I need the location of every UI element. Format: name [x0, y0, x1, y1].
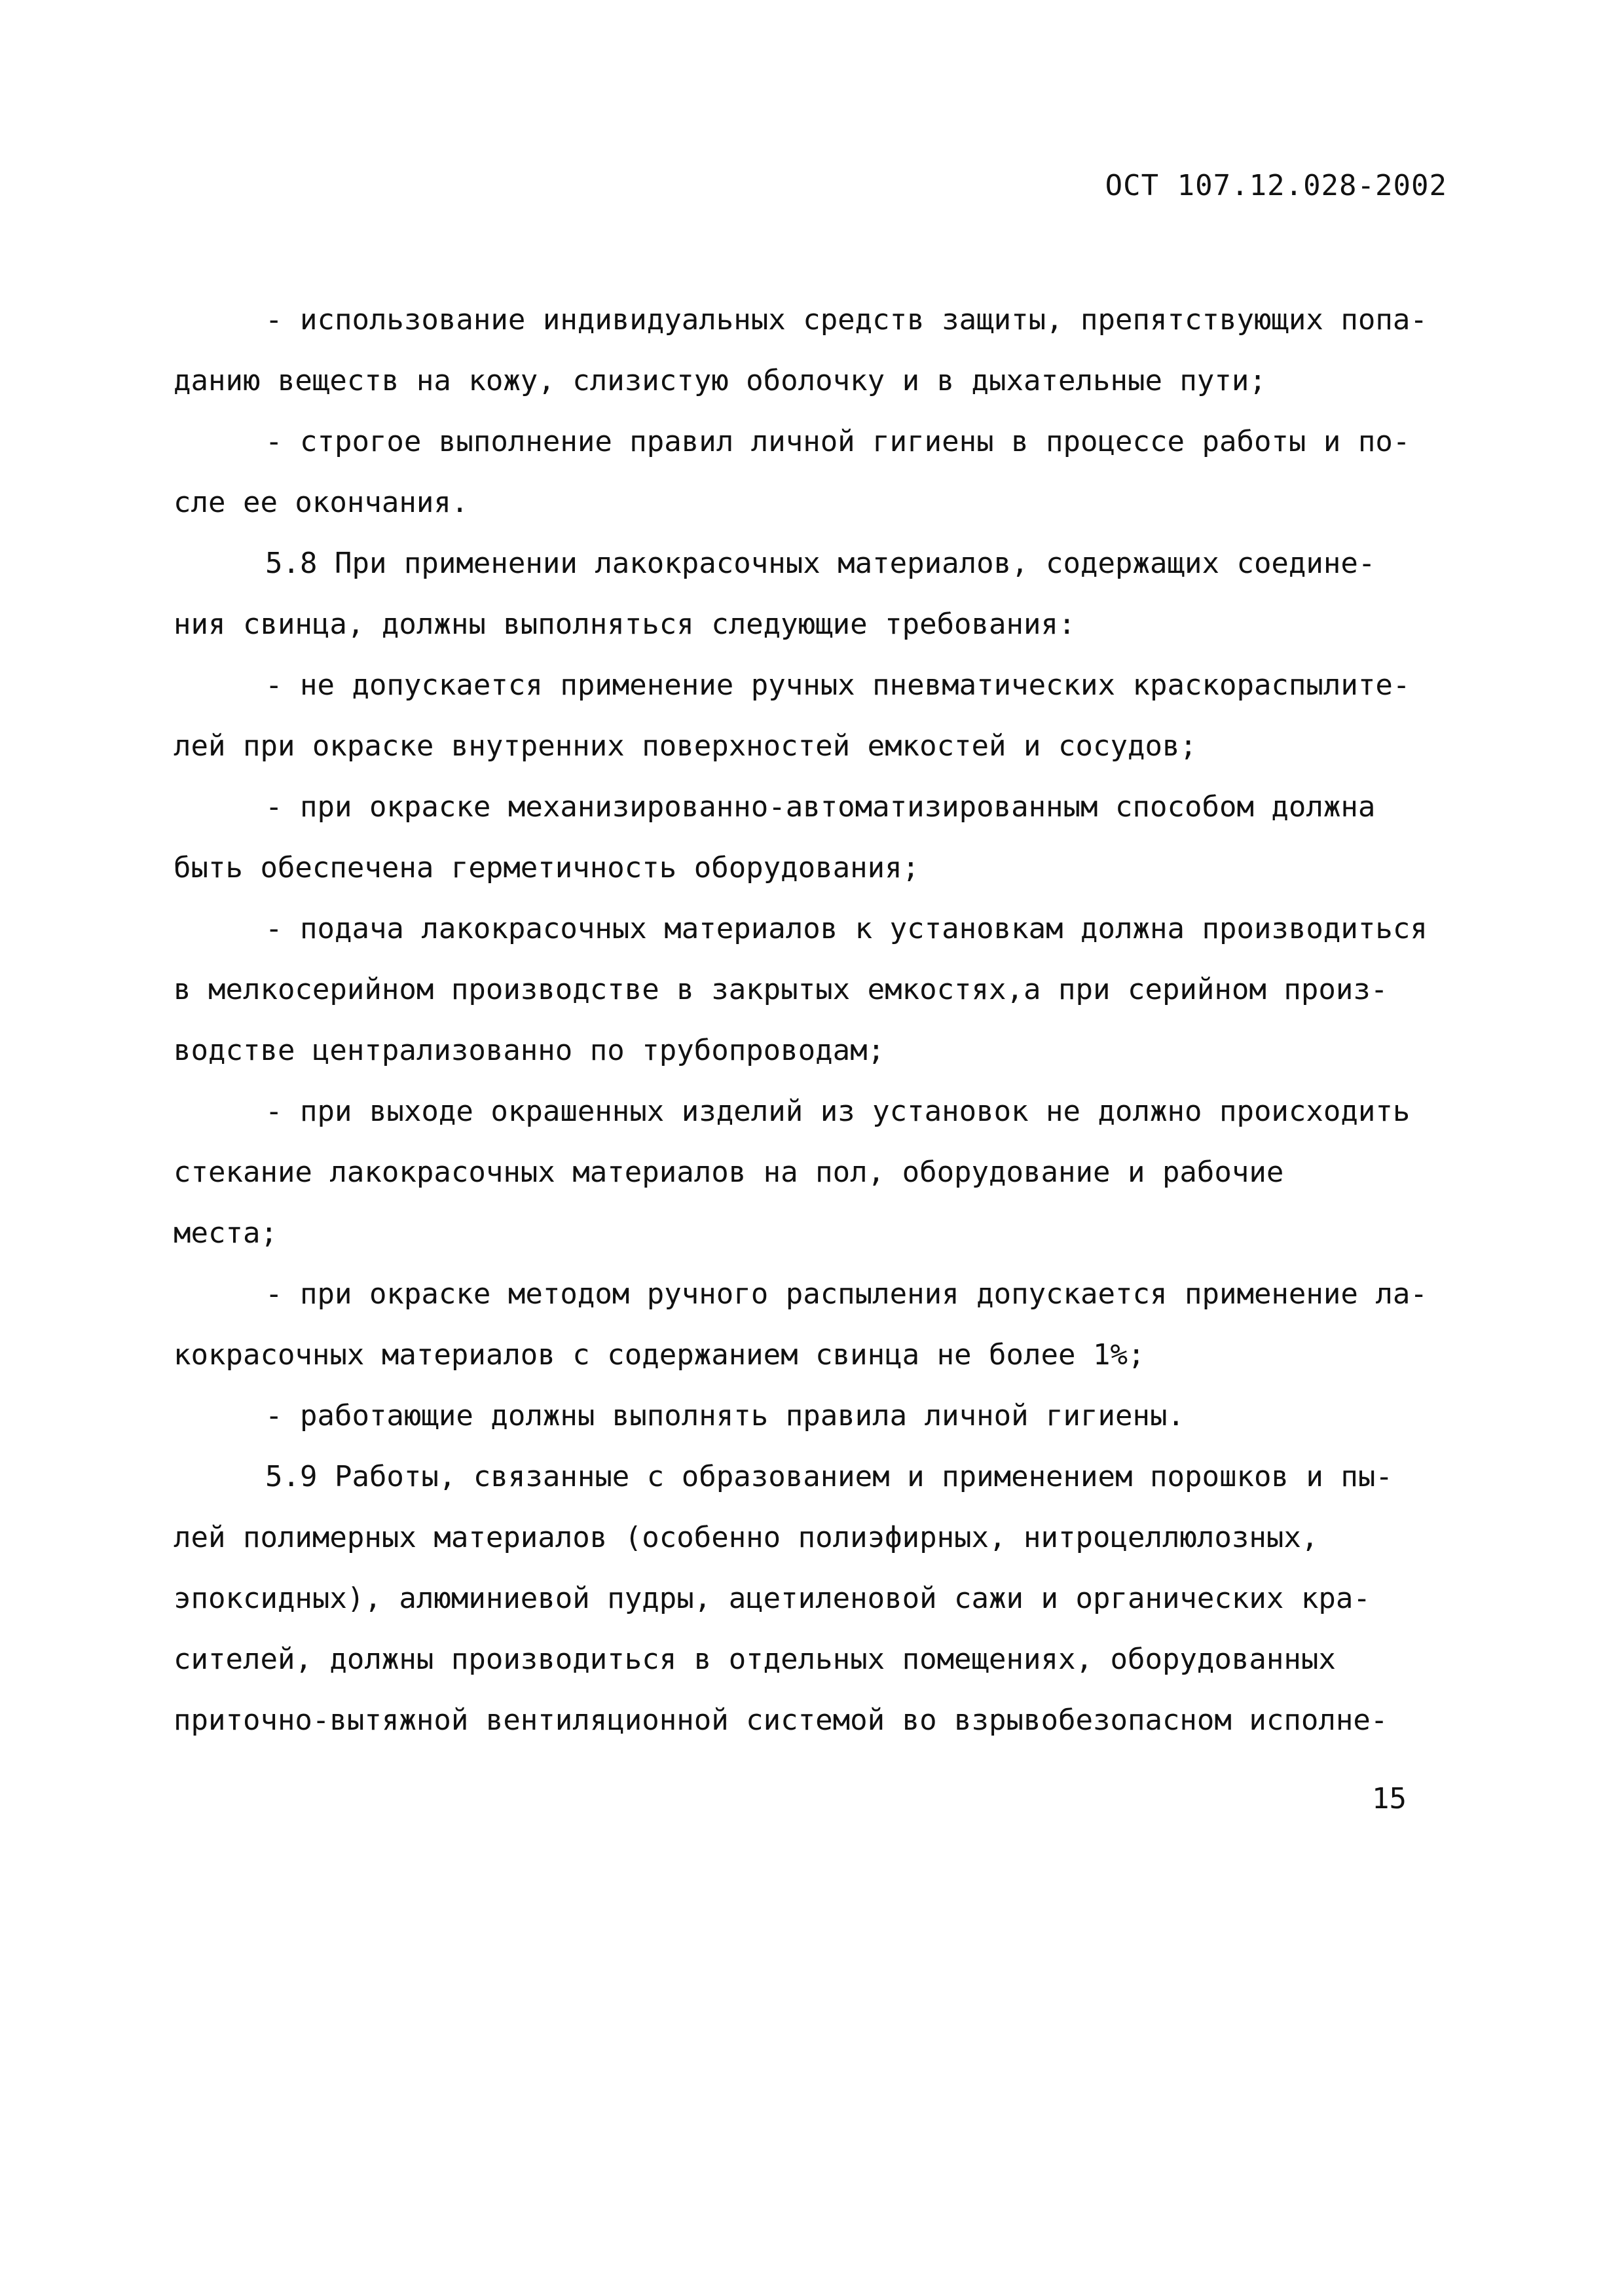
body-text	[174, 289, 1477, 1751]
page-number: 15	[1372, 1782, 1407, 1815]
text-line: лей при окраске внутренних поверхностей емкостей и сосудов;	[174, 729, 1197, 763]
text-line: ния свинца, должны выполняться следующие требования:	[174, 608, 1076, 641]
text-line: места;	[174, 1216, 278, 1250]
text-line: сле ее окончания.	[174, 486, 469, 519]
text-line: - при окраске механизированно-автоматизированным способом должна	[265, 790, 1376, 824]
text-line: кокрасочных материалов с содержанием свинца не более 1%;	[174, 1338, 1145, 1372]
text-line: 5.9 Работы, связанные с образованием и применением порошков и пы-	[265, 1460, 1393, 1493]
text-line: - не допускается применение ручных пневматических краскораспылите-	[265, 668, 1411, 702]
text-line: - при окраске методом ручного распыления допускается применение ла-	[265, 1277, 1428, 1311]
document-code: ОСТ 107.12.028-2002	[1105, 169, 1447, 202]
text-line: - при выходе окрашенных изделий из установок не должно происходить	[265, 1095, 1411, 1128]
text-line: данию веществ на кожу, слизистую оболочку и в дыхательные пути;	[174, 364, 1266, 397]
text-line: - строгое выполнение правил личной гигиены в процессе работы и по-	[265, 425, 1411, 458]
text-line: 5.8 При применении лакокрасочных материалов, содержащих соедине-	[265, 547, 1376, 580]
text-line: в мелкосерийном производстве в закрытых емкостях,а при серийном произ-	[174, 973, 1388, 1006]
text-line: приточно-вытяжной вентиляционной системой во взрывобезопасном исполне-	[174, 1704, 1388, 1737]
text-line: - работающие должны выполнять правила личной гигиены.	[265, 1399, 1185, 1432]
text-line: стекание лакокрасочных материалов на пол, оборудование и рабочие	[174, 1156, 1284, 1189]
text-line: - подача лакокрасочных материалов к установкам должна производиться	[265, 912, 1428, 945]
text-line: эпоксидных), алюминиевой пудры, ацетиленовой сажи и органических кра-	[174, 1582, 1371, 1615]
text-line: быть обеспечена герметичность оборудования;	[174, 851, 920, 884]
text-line: - использование индивидуальных средств защиты, препятствующих попа-	[265, 303, 1428, 337]
text-line: сителей, должны производиться в отдельных помещениях, оборудованных	[174, 1643, 1336, 1676]
text-line: водстве централизованно по трубопроводам;	[174, 1034, 885, 1067]
text-line: лей полимерных материалов (особенно полиэфирных, нитроцеллюлозных,	[174, 1521, 1319, 1554]
